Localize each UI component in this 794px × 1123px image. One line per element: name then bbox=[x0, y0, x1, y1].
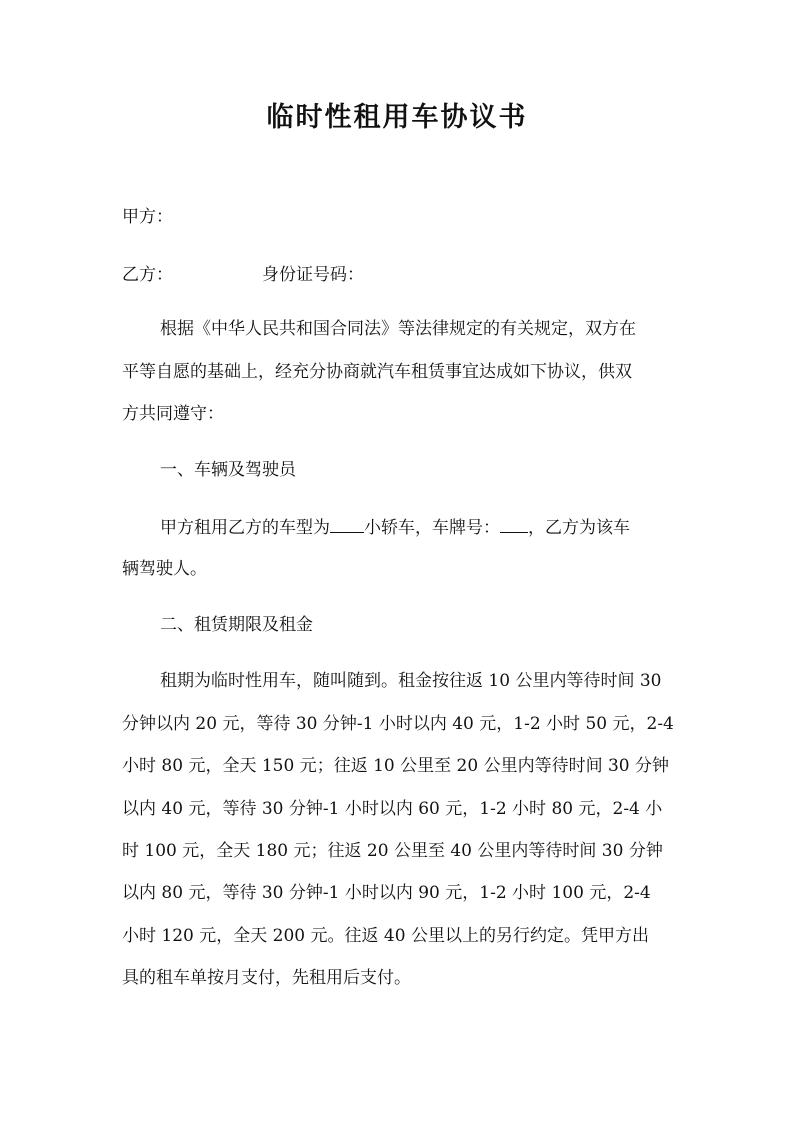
id-number-label: 身份证号码： bbox=[262, 265, 364, 285]
section-2-line: 小时 120 元，全天 200 元。往返 40 公里以上的另行约定。凭甲方出 bbox=[122, 926, 649, 946]
document-title: 临时性租用车协议书 bbox=[266, 102, 528, 133]
plate-number-blank bbox=[500, 514, 528, 533]
section-2-line: 分钟以内 20 元，等待 30 分钟-1 小时以内 40 元，1-2 小时 50 元，2-4 bbox=[122, 714, 674, 734]
section-1-line: 辆驾驶人。 bbox=[122, 559, 207, 579]
section-1-text: ，乙方为该车 bbox=[528, 518, 630, 538]
preamble-line: 根据《中华人民共和国合同法》等法律规定的有关规定，双方在 bbox=[160, 319, 636, 339]
section-1-text: 小轿车，车牌号： bbox=[364, 518, 500, 538]
section-2-line: 以内 40 元，等待 30 分钟-1 小时以内 60 元，1-2 小时 80 元，2-4 小 bbox=[122, 799, 663, 819]
section-1-heading: 一、车辆及驾驶员 bbox=[160, 460, 296, 480]
section-2-heading: 二、租赁期限及租金 bbox=[160, 615, 313, 635]
section-2-line: 小时 80 元，全天 150 元；往返 10 公里至 20 公里内等待时间 30 分钟 bbox=[122, 756, 670, 776]
party-b-label: 乙方： bbox=[122, 265, 173, 285]
preamble-line: 方共同遵守： bbox=[122, 404, 224, 424]
section-1-text: 甲方租用乙方的车型为 bbox=[160, 518, 330, 538]
section-2-line: 租期为临时性用车，随叫随到。租金按往返 10 公里内等待时间 30 bbox=[160, 671, 662, 691]
car-model-blank bbox=[330, 514, 364, 533]
section-2-line: 以内 80 元，等待 30 分钟-1 小时以内 90 元，1-2 小时 100 元，2-4 bbox=[122, 883, 651, 903]
section-2-line: 时 100 元，全天 180 元；往返 20 公里至 40 公里内等待时间 30 分钟 bbox=[122, 841, 663, 861]
section-1-paragraph bbox=[160, 514, 630, 540]
party-a-label: 甲方： bbox=[122, 207, 173, 227]
preamble-line: 平等自愿的基础上，经充分协商就汽车租赁事宜达成如下协议，供双 bbox=[122, 362, 632, 382]
section-2-line: 具的租车单按月支付，先租用后支付。 bbox=[122, 968, 411, 988]
